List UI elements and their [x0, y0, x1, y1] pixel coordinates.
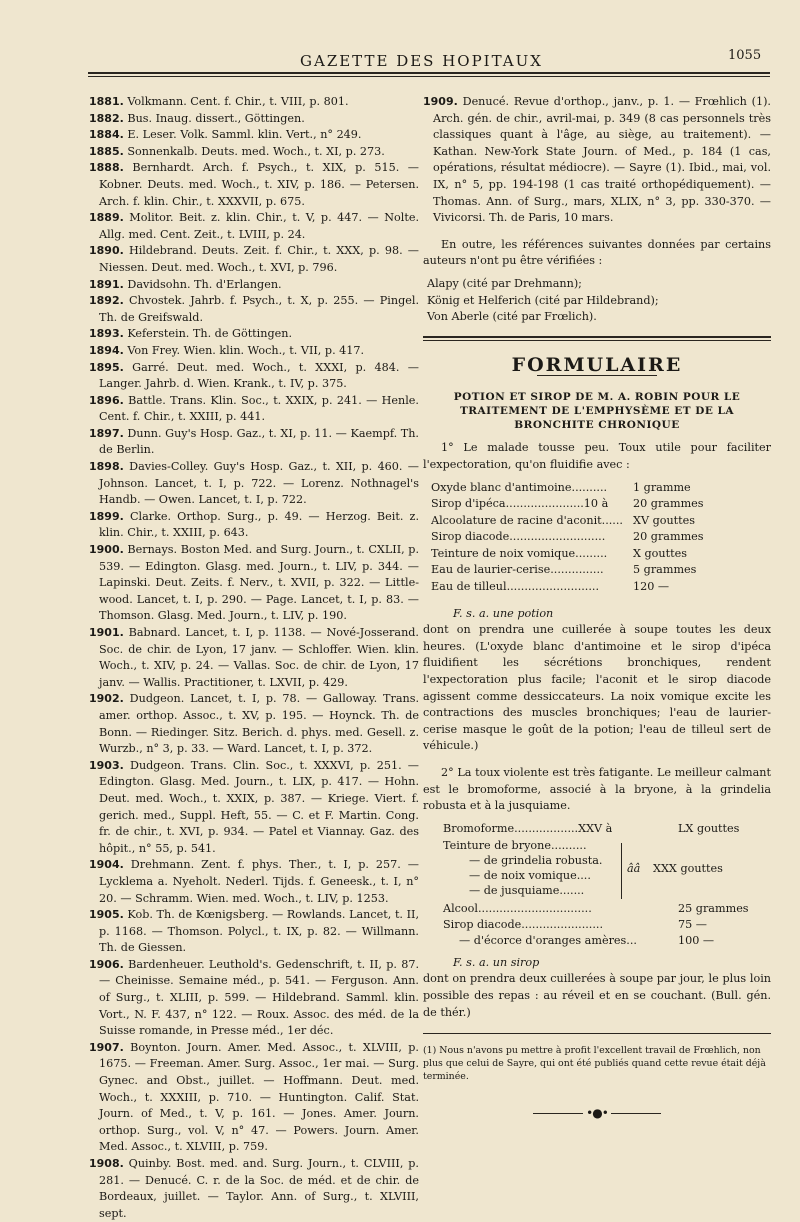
entry-year: 1900. — [89, 543, 124, 557]
entry-year: 1897. — [89, 426, 124, 440]
entry-year: 1901. — [89, 626, 124, 639]
bibliography-entry — [89, 326, 419, 343]
footnote: (1) Nous n'avons pu mettre à profit l'excellent travail de Frœhlich, non plus que celui de Sayre, qui ont été publiés quand cette revue était déjà terminée. — [423, 1045, 766, 1083]
ingredient: Alcool................................ — [443, 901, 592, 915]
section-title: FORMULAIRE — [511, 353, 683, 376]
dose: XV gouttes — [632, 513, 696, 527]
entry-year: 1898. — [89, 460, 124, 474]
ornament — [423, 1105, 771, 1122]
bibliography-entry — [89, 360, 419, 393]
ingredient: Teinture de noix vomique......... — [431, 546, 608, 560]
entry-text: Sonnenkalb. Deuts. med. Woch., t. XI, p. 273. — [127, 144, 385, 158]
bibliography-entry — [89, 111, 419, 128]
dose: 25 grammes — [678, 901, 749, 915]
entry-text: E. Leser. Volk. Samml. klin. Vert., n° 249. — [127, 128, 362, 142]
recipe-row — [431, 546, 771, 563]
unverified-item: Alapy (cité par Drehmann); — [427, 276, 582, 290]
recipe-row — [431, 562, 771, 579]
bibliography-entry — [89, 243, 419, 276]
bibliography-entry — [89, 758, 419, 858]
ingredient: Teinture de bryone.......... — [443, 838, 587, 852]
entry-year: 1908. — [89, 1157, 124, 1170]
bibliography-entry — [89, 144, 419, 161]
paragraph-3: 2° La toux violente est très fatigante. Le meilleur calmant est le bromoforme, associé à la bryone, à la grindelia robusta et à la jusquiame. — [423, 766, 771, 813]
fsa-potion: F. s. a. une potion — [453, 606, 554, 620]
running-title: GAZETTE DES HOPITAUX — [300, 52, 543, 70]
entry-text: Boynton. Journ. Amer. Med. Assoc., t. XLVIII, p. 1675. — Freeman. Amer. Surg. Assoc., 1er mai. — Surg. Gynec. and Obst., juillet. — Hoffmann. Deut. med. Woch., t. XXXIII, p. 710. — Huntington. Calif. Stat. Journ. of Med., t. V, p. 161. — Jones. Amer. Journ. orthop. Surg., vol. V, n° 47. — Powers. Journ. Amer. Med. Assoc., t. XLVIII, p. 759. — [99, 1040, 419, 1154]
entry-text: Dunn. Guy's Hosp. Gaz., t. XI, p. 11. — Kaempf. Th. de Berlin. — [99, 426, 419, 457]
entry-text: Hildebrand. Deuts. Zeit. f. Chir., t. XXX, p. 98. — Niessen. Deut. med. Woch., t. XVI, p. 796. — [99, 244, 419, 274]
bibliography-entry — [89, 343, 419, 360]
bibliography-entry — [89, 1040, 419, 1156]
entry-year: 1888. — [89, 161, 124, 175]
entry-text: Battle. Trans. Klin. Soc., t. XXIX, p. 241. — Henle. Cent. f. Chir., t. XXIII, p. 441. — [99, 393, 419, 424]
entry-text: Bernhardt. Arch. f. Psych., t. XIX, p. 515. — Kobner. Deuts. med. Woch., t. XIV, p. 186. — Petersen. Arch. f. klin. Chir., t. XXXVII, p. 675. — [99, 161, 419, 208]
ingredient: Eau de tilleul.......................... — [431, 580, 600, 594]
bibliography-column-left — [89, 94, 419, 1222]
recipe-row — [443, 821, 773, 837]
paragraph-2: dont on prendra une cuillerée à soupe toutes les deux heures. (L'oxyde blanc d'antimoine et le sirop d'ipéca fluidifient les sécrétions bronchiques, rendent l'expectoration plus facile; l'aconit et le sirop diacode agissent comme dessiccateurs. La noix vomique excite les contractions des muscles bronchiques; l'eau de laurier-cerise masque le goût de la potion; l'eau de tilleul sert de véhicule.) — [423, 623, 771, 753]
bibliography-entry — [89, 857, 419, 907]
bibliography-entry — [89, 393, 419, 426]
entry-year: 1899. — [89, 509, 124, 523]
unverified-item: König et Helferich (cité par Hildebrand); — [427, 293, 659, 307]
entry-year: 1890. — [89, 244, 124, 258]
recipe-row — [431, 529, 771, 546]
entry-year: 1909. — [423, 95, 458, 108]
entry-year: 1903. — [89, 758, 124, 772]
entry-year: 1905. — [89, 908, 124, 922]
ingredient: Bromoforme..................XXV à — [443, 821, 613, 835]
recipe-row — [443, 917, 773, 933]
dose: 1 gramme — [632, 480, 691, 494]
entry-text: Bardenheuer. Leuthold's. Gedenschrift, t. II, p. 87. — Cheinisse. Semaine méd., p. 541. — Ferguson. Ann. of Surg., t. XLIII, p. 599. — Hildebrand. Samml. klin. Vort., N. F. 437, n° 122. — Roux. Assoc. des méd. de la Suisse romande, in Presse méd., 1er déc. — [99, 957, 419, 1038]
recipe-potion — [431, 480, 771, 596]
recipe-sirop — [443, 821, 771, 945]
entry-text: Kob. Th. de Kœnigsberg. — Rowlands. Lancet, t. II, p. 1168. — Thomson. Polycl., t. IX, p. 82. — Willmann. Th. de Giessen. — [99, 908, 419, 955]
bibliography-entry — [89, 293, 419, 326]
recipe-row — [459, 933, 789, 949]
aa-label: ââ — [627, 861, 641, 875]
entry-year: 1902. — [89, 692, 124, 706]
entry-year: 1906. — [89, 957, 124, 971]
dose: 120 — — [632, 580, 670, 594]
bibliography-entry — [89, 94, 419, 111]
brace — [615, 843, 622, 899]
section-divider — [423, 336, 771, 341]
entry-year: 1884. — [89, 128, 124, 142]
bibliography-entry — [89, 160, 419, 210]
entry-text: Davies-Colley. Guy's Hosp. Gaz., t. XII, p. 460. — Johnson. Lancet, t. I, p. 722. — Lorenz. Nothnagel's Handb. — Owen. Lancet, t. I, p. 722. — [99, 460, 419, 507]
entry-year: 1889. — [89, 211, 124, 225]
ingredient: — de grindelia robusta. — [469, 853, 603, 867]
bibliography-entry — [89, 1156, 419, 1222]
dose: X gouttes — [632, 546, 687, 560]
entry-year: 1893. — [89, 327, 124, 341]
recipe-row — [443, 901, 773, 917]
entry-text: Quinby. Bost. med. and. Surg. Journ., t. CLVIII, p. 281. — Denucé. C. r. de la Soc. de méd. et de chir. de Bordeaux, juillet. — Taylor. Ann. of Surg., t. XLVIII, sept. — [99, 1157, 419, 1220]
bibliography-entry — [89, 625, 419, 691]
bibliography-entry — [89, 542, 419, 625]
entry-text: Keferstein. Th. de Göttingen. — [127, 327, 293, 341]
ingredient: Sirop d'ipéca......................10 à — [431, 497, 609, 511]
entry-text: Davidsohn. Th. d'Erlangen. — [127, 277, 282, 291]
entry-year: 1904. — [89, 858, 124, 872]
header-rule — [88, 72, 770, 74]
entry-text: Drehmann. Zent. f. phys. Ther., t. I, p. 257. — Lycklema a. Nyeholt. Nederl. Tijds. f. Geneesk., t. I, n° 20. — Schramm. Wien. med. Woch., t. LIV, p. 1253. — [99, 858, 419, 905]
entry-text: Clarke. Orthop. Surg., p. 49. — Herzog. Beit. z. klin. Chir., t. XXIII, p. 643. — [99, 509, 419, 540]
recipe-row — [443, 838, 773, 854]
unverified-intro: En outre, les références suivantes données par certains auteurs n'ont pu être vérifiées : — [423, 237, 771, 268]
page-number: 1055 — [728, 48, 762, 63]
entry-text: Garré. Deut. med. Woch., t. XXXI, p. 484. — Langer. Jahrb. d. Wien. Krank., t. IV, p. 375. — [99, 360, 419, 391]
fsa-sirop: F. s. a. un sirop — [453, 955, 540, 969]
bibliography-entry — [89, 957, 419, 1040]
entry-text: Dudgeon. Lancet, t. I, p. 78. — Galloway. Trans. amer. orthop. Assoc., t. XV, p. 195. — Hoynck. Th. de Bonn. — Riedinger. Sitz. Berich. d. phys. med. Gesell. z. Wurzb., n° 3, p. 33. — Ward. Lancet, t. I, p. 372. — [99, 692, 419, 756]
unverified-list — [423, 276, 771, 326]
bibliography-entry — [89, 509, 419, 542]
ingredient: — de noix vomique.... — [469, 868, 591, 882]
ingredient: — de jusquiame....... — [469, 883, 585, 897]
unverified-item: Von Aberle (cité par Frœlich). — [427, 310, 597, 324]
dose: 20 grammes — [632, 530, 704, 544]
entry-text: Volkmann. Cent. f. Chir., t. VIII, p. 801. — [127, 95, 349, 108]
bibliography-entry — [89, 459, 419, 509]
aa-dose: XXX gouttes — [653, 861, 723, 875]
bibliography-entry-1909 — [423, 94, 771, 227]
entry-text: Molitor. Beit. z. klin. Chir., t. V, p. 447. — Nolte. Allg. med. Cent. Zeit., t. LVIII, p. 24. — [99, 211, 419, 241]
recipe-row — [469, 883, 799, 899]
header-rule-thin — [88, 76, 770, 77]
bibliography-entry — [89, 210, 419, 243]
entry-text: Chvostek. Jahrb. f. Psych., t. X, p. 255. — Pingel. Th. de Greifswald. — [99, 294, 419, 324]
right-column — [423, 94, 771, 1122]
entry-year: 1885. — [89, 144, 124, 158]
recipe-row — [431, 480, 771, 497]
ingredient: Eau de laurier-cerise............... — [431, 563, 604, 577]
bibliography-entry — [89, 127, 419, 144]
dose: 20 grammes — [632, 497, 704, 511]
entry-text: Bernays. Boston Med. and Surg. Journ., t. CXLII, p. 539. — Edington. Glasg. med. Journ., t. LIV, p. 344. — Lapinski. Deut. Zeits. f. Nerv., t. XVII, p. 322. — Little-wood. Lancet, t. I, p. 290. — Page. Lancet, t. I, p. 83. — Thomson. Glasg. Med. Journ., t. LIV, p. 190. — [99, 543, 419, 623]
entry-year: 1892. — [89, 294, 124, 308]
bibliography-entry — [89, 907, 419, 957]
entry-year: 1896. — [89, 393, 124, 407]
entry-year: 1891. — [89, 277, 124, 291]
entry-year: 1894. — [89, 343, 124, 357]
dose: 5 grammes — [632, 563, 697, 577]
entry-year: 1907. — [89, 1040, 124, 1054]
ornament-line — [533, 1113, 583, 1114]
ingredient: — d'écorce d'oranges amères... — [459, 933, 637, 947]
ornament-glyph: •●• — [586, 1106, 608, 1121]
dose: 100 — — [678, 933, 715, 947]
article-title: POTION ET SIROP DE M. A. ROBIN POUR LE TRAITEMENT DE L'EMPHYSÈME ET DE LA BRONCHITE CHRONIQUE — [453, 391, 741, 432]
bibliography-entry — [89, 426, 419, 459]
entry-text: Babnard. Lancet, t. I, p. 1138. — Nové-Josserand. Soc. de chir. de Lyon, 17 janv. — Schloffer. Wien. klin. Woch., t. XIV, p. 24. — Vallas. Soc. de chir. de Lyon, 17 janv. — Wallis. Practitioner, t. LXVII, p. 429. — [99, 626, 419, 689]
entry-text: Von Frey. Wien. klin. Woch., t. VII, p. 417. — [127, 343, 365, 357]
recipe-row — [431, 513, 771, 530]
recipe-row — [431, 579, 771, 596]
dose: 75 — — [678, 917, 707, 931]
entry-year: 1881. — [89, 95, 124, 108]
paragraph-4: dont on prendra deux cuillerées à soupe par jour, le plus loin possible des repas : au réveil et en se couchant. (Bull. gén. de thér.) — [423, 972, 771, 1019]
ingredient: Sirop diacode........................... — [431, 530, 606, 544]
ingredient: Sirop diacode....................... — [443, 917, 604, 931]
entry-year: 1882. — [89, 111, 124, 125]
recipe-row — [431, 496, 771, 513]
entry-year: 1895. — [89, 360, 124, 374]
ingredient: Alcoolature de racine d'aconit...... — [431, 513, 623, 527]
ornament-line — [611, 1113, 661, 1114]
bibliography-entry — [89, 691, 419, 757]
paragraph-1: 1° Le malade tousse peu. Toux utile pour faciliter l'expectoration, qu'on fluidifie avec : — [423, 441, 771, 471]
entry-text: Denucé. Revue d'orthop., janv., p. 1. — Frœhlich (1). Arch. gén. de chir., avril-mai, p. 349 (8 cas personnels très classiques quant à l'âge, au siège, au traitement). — Kathan. New-York State Journ. of Med., p. 184 (1 cas, opérations, résultat médiocre). — Sayre (1). Ibid., mai, vol. IX, n° 5, pp. 194-198 (1 cas traité orthopédiquement). — Thomas. Ann. of Surg., mars, XLIX, n° 3, pp. 330-370. — Vivicorsi. Th. de Paris, 10 mars. — [433, 95, 771, 225]
entry-text: Dudgeon. Trans. Clin. Soc., t. XXXVI, p. 251. — Edington. Glasg. Med. Journ., t. LIX, p. 417. — Hohn. Deut. med. Woch., t. XXIX, p. 387. — Kriege. Viert. f. gerich. med., Suppl. Heft, 55. — C. et F. Martin. Cong. fr. de chir., t. XVI, p. 934. — Patel et Viannay. Gaz. des hôpit., n° 55, p. 541. — [99, 758, 419, 855]
dose: LX gouttes — [678, 821, 740, 835]
entry-text: Bus. Inaug. dissert., Göttingen. — [127, 111, 305, 125]
footnote-rule — [423, 1033, 771, 1034]
bibliography-entry — [89, 277, 419, 294]
ingredient: Oxyde blanc d'antimoine.......... — [431, 480, 608, 494]
